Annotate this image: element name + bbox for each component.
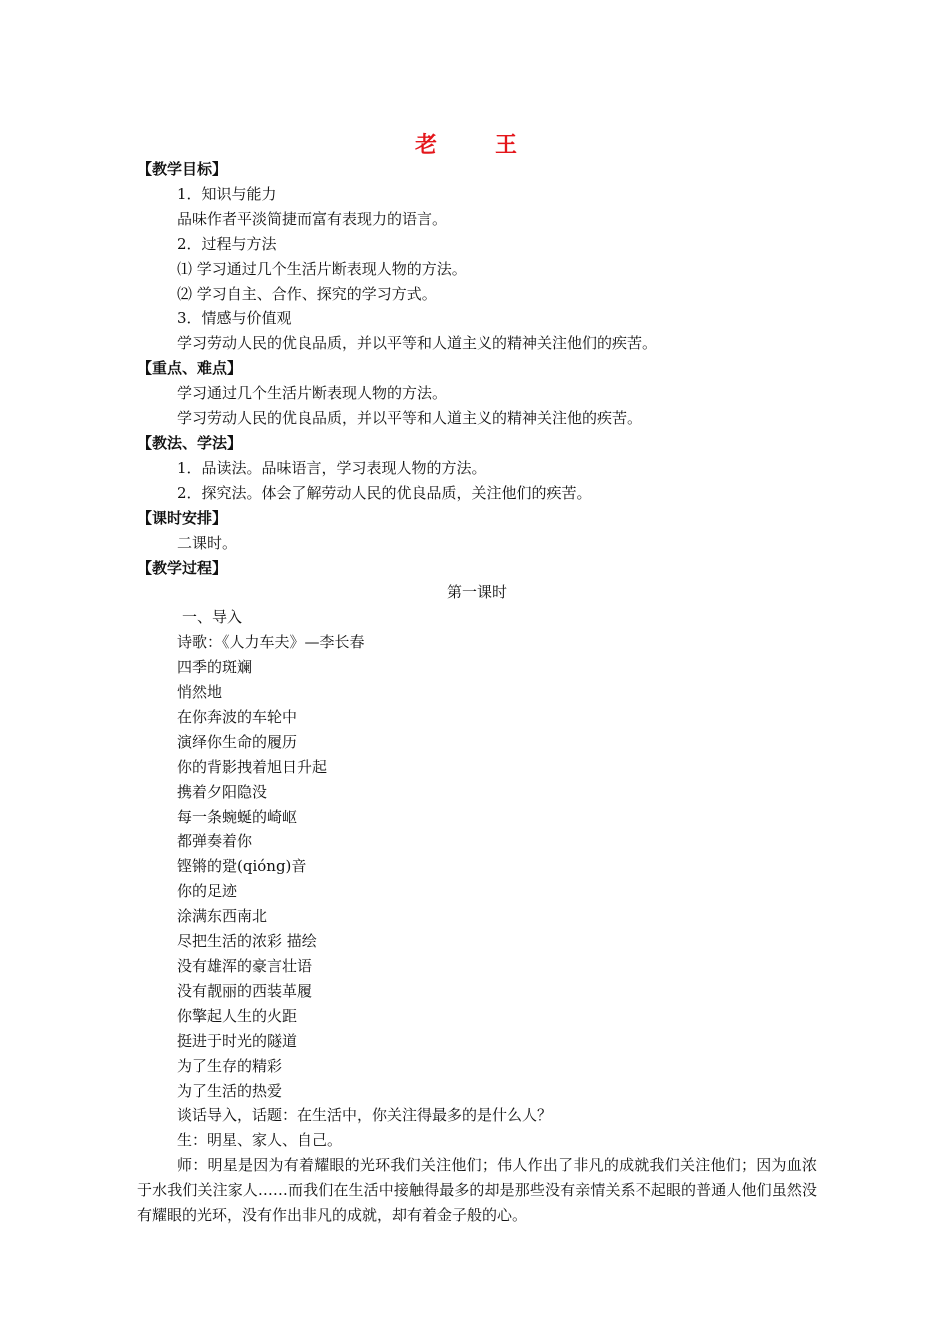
keypoint-line-1: 学习通过几个生活片断表现人物的方法。 — [177, 384, 448, 403]
goal-subheading-2: 2．过程与方法 — [177, 234, 277, 253]
poem-line: 铿锵的跫(qióng)音 — [177, 857, 307, 876]
poem-line: 尽把生活的浓彩 描绘 — [177, 932, 317, 951]
poem-line: 演绎你生命的履历 — [177, 732, 298, 751]
process-section-1: 一、导入 — [182, 608, 243, 627]
poem-line: 你擎起人生的火距 — [177, 1006, 298, 1025]
poem-line: 你的背影拽着旭日升起 — [177, 757, 328, 776]
poem-line: 携着夕阳隐没 — [177, 782, 268, 801]
poem-line: 悄然地 — [177, 683, 223, 702]
document-body — [137, 157, 817, 1228]
poem-line: 为了生存的精彩 — [177, 1056, 283, 1075]
section-heading-schedule: 【课时安排】 — [137, 508, 228, 527]
page-title: 老 王 — [414, 132, 535, 158]
poem-lines — [137, 655, 817, 1103]
method-line-2: 2．探究法。体会了解劳动人民的优良品质，关注他们的疾苦。 — [177, 483, 592, 502]
poem-line: 没有靓丽的西装革履 — [177, 981, 313, 1000]
poem-line: 你的足迹 — [177, 882, 238, 901]
goal-subheading-3: 3．情感与价值观 — [177, 309, 292, 328]
goal-text-3: 学习劳动人民的优良品质，并以平等和人道主义的精神关注他们的疾苦。 — [177, 334, 658, 353]
goal-text-2a: ⑴ 学习通过几个生活片断表现人物的方法。 — [177, 259, 467, 278]
poem-line: 挺进于时光的隧道 — [177, 1031, 298, 1050]
poem-line: 为了生活的热爱 — [177, 1081, 283, 1100]
poem-line: 四季的斑斓 — [177, 658, 253, 677]
student-answer: 生：明星、家人、自己。 — [177, 1131, 343, 1150]
section-heading-methods: 【教法、学法】 — [137, 433, 243, 452]
lesson-title: 第一课时 — [446, 583, 507, 602]
poem-line: 每一条蜿蜒的崎岖 — [177, 807, 298, 826]
goal-text-2b: ⑵ 学习自主、合作、探究的学习方式。 — [177, 284, 437, 303]
poem-intro: 诗歌：《人力车夫》—李长春 — [177, 633, 365, 652]
method-line-1: 1．品读法。品味语言，学习表现人物的方法。 — [177, 458, 487, 477]
poem-line: 没有雄浑的豪言壮语 — [177, 957, 313, 975]
poem-line: 涂满东西南北 — [177, 907, 268, 926]
goal-subheading-1: 1．知识与能力 — [177, 184, 277, 203]
teacher-paragraph: 师：明星是因为有着耀眼的光环我们关注他们；伟人作出了非凡的成就我们关注他们；因为血浓于水我们关注家人……而我们在生活中接触得最多的却是那些没有亲情关系不起眼的普通人他们虽然没有耀眼的光环，没有作出非凡的成就，却有着金子般的心。 — [137, 1156, 817, 1225]
section-heading-keypoints: 【重点、难点】 — [137, 359, 243, 378]
section-heading-goals: 【教学目标】 — [137, 160, 228, 178]
goal-text-1: 品味作者平淡简捷而富有表现力的语言。 — [177, 209, 448, 228]
schedule-line-1: 二课时。 — [177, 533, 238, 552]
section-heading-process: 【教学过程】 — [137, 558, 228, 577]
keypoint-line-2: 学习劳动人民的优良品质，并以平等和人道主义的精神关注他的疾苦。 — [177, 409, 643, 428]
talk-intro: 谈话导入，话题：在生活中，你关注得最多的是什么人？ — [177, 1106, 553, 1125]
poem-line: 在你奔波的车轮中 — [177, 707, 298, 726]
poem-line: 都弹奏着你 — [177, 832, 253, 851]
